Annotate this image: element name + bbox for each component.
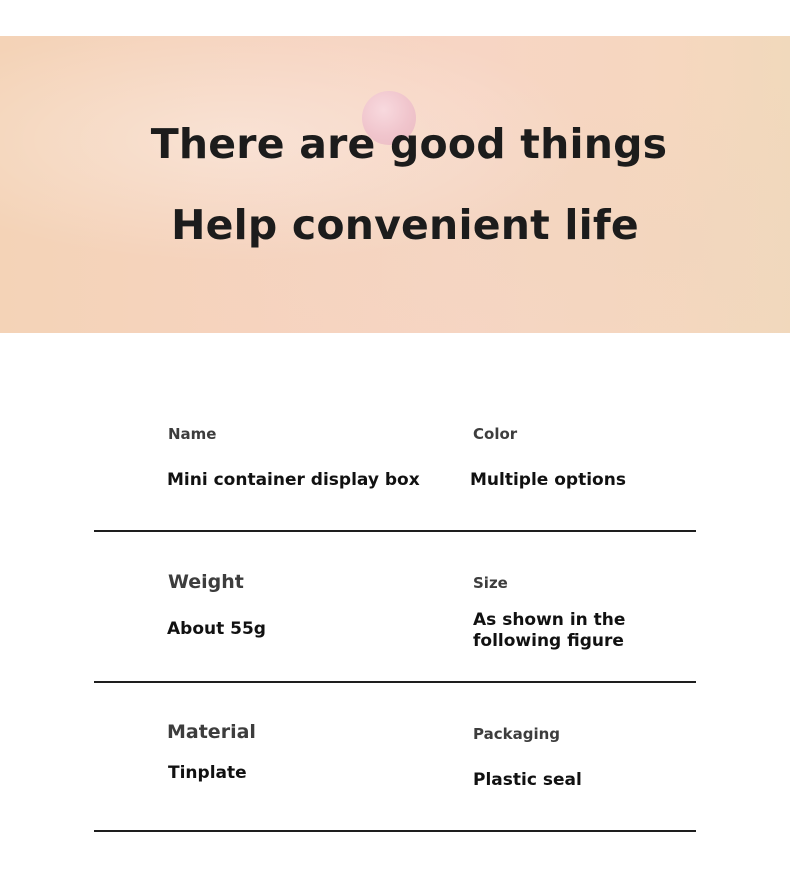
weight-label: Weight [168, 571, 244, 593]
hero-banner [0, 36, 790, 333]
packaging-value: Plastic seal [473, 770, 582, 790]
banner-headline-line2: Help convenient life [171, 201, 639, 249]
row-divider-3 [94, 830, 696, 832]
size-value-line1: As shown in the [473, 610, 626, 630]
material-label: Material [167, 721, 256, 743]
material-value: Tinplate [168, 763, 247, 783]
row-divider-2 [94, 681, 696, 683]
size-value [473, 610, 625, 652]
size-value-line2: following figure [473, 631, 624, 651]
name-label: Name [168, 425, 217, 443]
color-label: Color [473, 425, 518, 443]
weight-value: About 55g [167, 619, 266, 639]
size-label: Size [473, 574, 508, 592]
name-value: Mini container display box [167, 470, 420, 490]
packaging-label: Packaging [473, 725, 560, 743]
banner-headline-line1: There are good things [150, 120, 668, 168]
color-value: Multiple options [470, 470, 626, 490]
row-divider-1 [94, 530, 696, 532]
